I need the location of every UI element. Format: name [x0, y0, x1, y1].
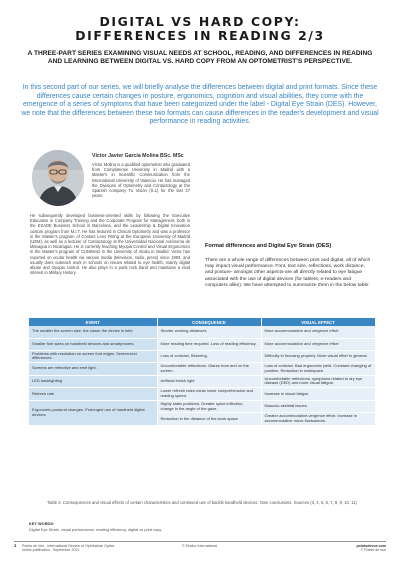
column-header-visual-effect: VISUAL EFFECT — [261, 318, 375, 326]
page-number: 1 — [14, 543, 17, 548]
section-body: There are a whole range of differences between print and digital, all of which may impact visual performance. Font, text size, reflections, work distance, and posture- amongst other aspects-are all directly related to eye fatigue associated with the use of digital devices (for tablets, e-readers and computers alike). We have attempted to summarize them in the below table: — [205, 258, 371, 288]
table-row — [29, 350, 375, 363]
visual-effect-cell: Uncomfortable reflections, symptoms related to dry eye disease (DED) and more visual fatigue. — [261, 375, 375, 388]
footer-site-copyright: © Points de vue — [360, 548, 386, 553]
author-portrait-icon — [32, 150, 84, 206]
visual-effect-cell: Musculo-skeletal issues. — [261, 400, 375, 413]
page-footer — [14, 541, 386, 553]
intro-paragraph: In this second part of our series, we will briefly analyse the differences between digital and print formats. Since these differences cause certain changes in posture, ergonomics, cognition and visual abilities, they come with the emergence of a series of symptoms that have been categorized under the label - Digital Eye Strain (DES). However, we note that the differences between these two formats can cause differences in the reader's development and visual performance in reading activities. — [21, 84, 379, 126]
article-subtitle: A THREE-PART SERIES EXAMINING VISUAL NEEDS AT SCHOOL, READING, AND DIFFERENCES IN READING AND LEARNING BETWEEN DIGITAL VS. HARD COPY FROM AN OPTOMETRIST'S PERSPECTIVE. — [27, 50, 373, 66]
table-row — [29, 326, 375, 338]
table-row — [29, 363, 375, 376]
article-title-line-2: DIFFERENCES IN READING 2/3 — [75, 28, 325, 43]
visual-effect-cell: Loss of contrast. Bad ergonomic yield. Constant changing of position. Reduction in workspace. — [261, 363, 375, 376]
section-heading: Format differences and Digital Eye Strain (DES) — [205, 243, 332, 249]
author-bio-bottom: He subsequently developed business-oriented skills by following the Executive Education in Company Training and the Corporate Program for Management, both in the ESADE Business School in Barcelona, and the Leadership & Digital Innovation custom program from M.I.T. He has lectured in Clinical Optometry and was a professor in the Master's program of Contact Lens Fitting at the European University of Madrid (UEM), as well as a lecturer of Contactology at the Universidad Nacional Autónoma de Managua in Nicaragua. He is currently teaching Myopia Control and Visual Ergonomics in the Master's program of CUNIMAD in the University of Alcala in Madrid. Victor has reported on ocular health via various media (television, radio, press) since 1993, and usually does outreach work in schools on issues related to eye health, mainly digital abuse and myopia control. He also plays in a punk rock band and maintains a vivid interest in Military History. — [30, 213, 190, 276]
visual-effect-cell: Increase in visual fatigue — [261, 388, 375, 401]
column-header-event: EVENT — [29, 318, 157, 326]
consequence-cell: Artificial bluish light — [157, 375, 261, 388]
visual-effect-cell: More accommodation and vergence effort — [261, 326, 375, 338]
event-cell: Screens are reflective and emit light. — [29, 363, 157, 376]
footer-site — [356, 544, 386, 553]
consequence-cell: Shorter working distances — [157, 326, 261, 338]
event-cell: Ergonomic-postural changes. Prolonged use of handheld digital devices — [29, 400, 157, 425]
consequence-cell: Uncomfortable reflections. Glares from and on the screen. — [157, 363, 261, 376]
table-row — [29, 400, 375, 413]
column-header-consequence: CONSEQUENCE — [157, 318, 261, 326]
article-title-line-1: DIGITAL VS HARD COPY: — [99, 14, 301, 29]
table-row — [29, 375, 375, 388]
consequence-cell: Reduction in the distance of the work space — [157, 413, 261, 426]
differences-table — [29, 318, 375, 426]
author-bio-top: Víctor Molina is a qualified optometrist who graduated from Complutense University in Madrid with a Master's in Scientific Communication from the International University of Valencia. He has managed the Divisions of Optometry and Contactology at the Spanish company Tu Visión (S.L) for the last 27 years. — [92, 162, 190, 199]
consequence-cell: Loss of contrast, flickering. — [157, 350, 261, 363]
table-row — [29, 338, 375, 350]
table-row — [29, 388, 375, 401]
event-cell: The smaller the screen size, the closer the device is held — [29, 326, 157, 338]
table-header-row — [29, 318, 375, 326]
author-photo — [32, 150, 84, 206]
event-cell: Smaller font sizes on handheld devices and smartphones. — [29, 338, 157, 350]
visual-effect-cell: Greater accommodative-vergence effort. Increase in accommodative micro-fluctuations. — [261, 413, 375, 426]
table-caption: Table 2. Consequences and visual effects of certain characteristics and continued use of backlit handheld devices. Own conclusions. Sources (3, 4, 5, 6, 7, 8, 9, 10, 11) — [47, 500, 357, 505]
keywords-text: Digital Eye Strain, visual performance, reading efficiency, digital vs print copy. — [29, 527, 162, 532]
visual-effect-cell: Difficulty in focusing properly. More visual effort in general. — [261, 350, 375, 363]
event-cell: Problems with resolution on screen font edges. Screen-text differences. — [29, 350, 157, 363]
consequence-cell: Lower refresh rates mean lower comprehension and reading speed. — [157, 388, 261, 401]
event-cell: Refresh rate — [29, 388, 157, 401]
visual-effect-cell: More accommodation and vergence effort — [261, 338, 375, 350]
footer-site-link[interactable]: pointsdevue.com — [356, 544, 386, 548]
footer-publication-date: online publication - September 2021 — [22, 548, 80, 553]
keywords-label: KEY WORDS: — [29, 521, 55, 526]
footer-publication — [22, 544, 114, 553]
consequence-cell: More reading time required. Loss of reading efficiency. — [157, 338, 261, 350]
consequence-cell: Highly static positions. Greater spine inflection, change in the angle of the gaze. — [157, 400, 261, 413]
footer-publication-name: Points de Vue - International Review of Ophthalmic Optics — [22, 544, 115, 548]
footer-copyright: © Essilor International — [182, 544, 218, 548]
event-cell: LED backlighting — [29, 375, 157, 388]
author-name: Víctor Javier García Molina BSc. MSc — [92, 153, 184, 159]
